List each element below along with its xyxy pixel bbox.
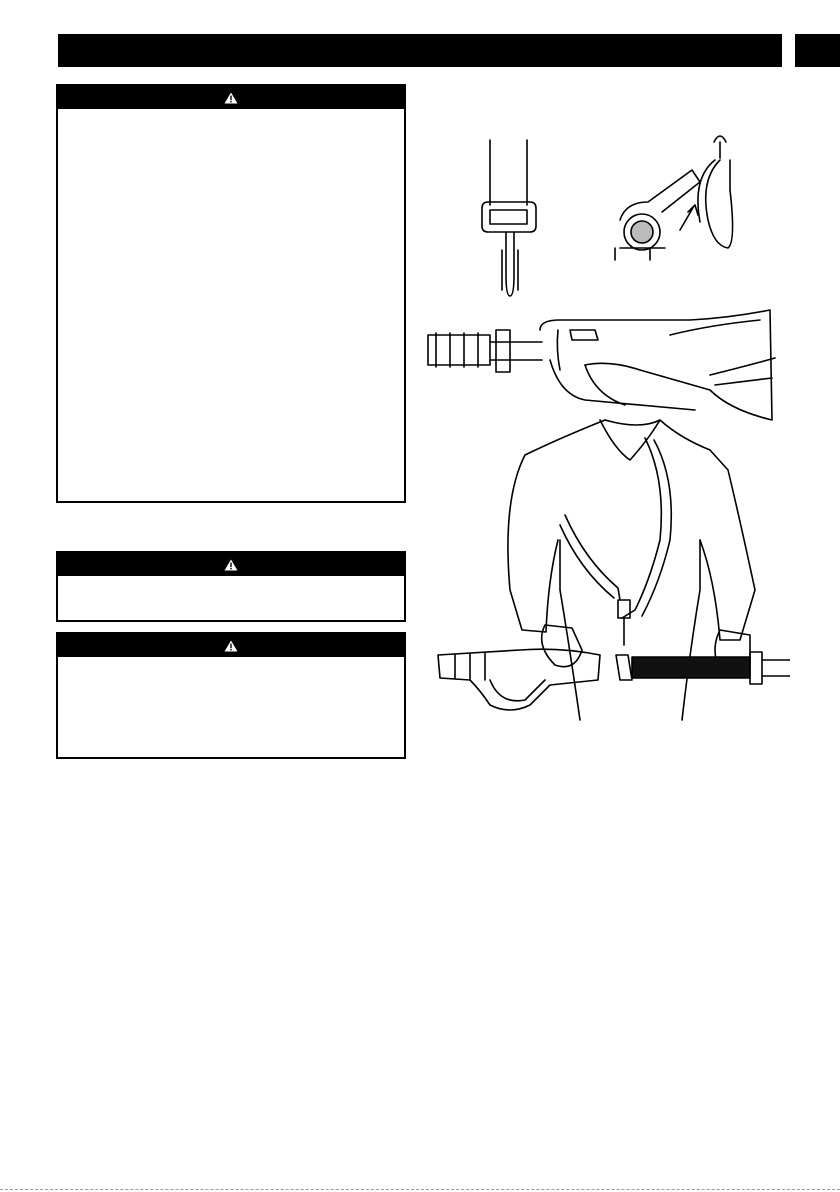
page-tab (795, 34, 840, 67)
warning-header (58, 634, 404, 657)
warning-triangle-icon (224, 559, 238, 571)
warning-box-3 (56, 632, 406, 759)
strap-clip-icon (482, 140, 536, 296)
section-header-bar (58, 34, 782, 67)
operator-icon (438, 420, 790, 720)
strap-installation-illustration (410, 120, 790, 760)
pole-saw-handle-icon (428, 310, 775, 420)
warning-box-1 (56, 84, 406, 503)
warning-header (58, 553, 404, 576)
warning-header (58, 86, 404, 109)
warning-triangle-icon (224, 640, 238, 652)
warning-box-2 (56, 551, 406, 622)
hanger-loop-icon (615, 136, 733, 260)
warning-triangle-icon (224, 92, 238, 104)
page-trim-line (0, 1189, 840, 1190)
